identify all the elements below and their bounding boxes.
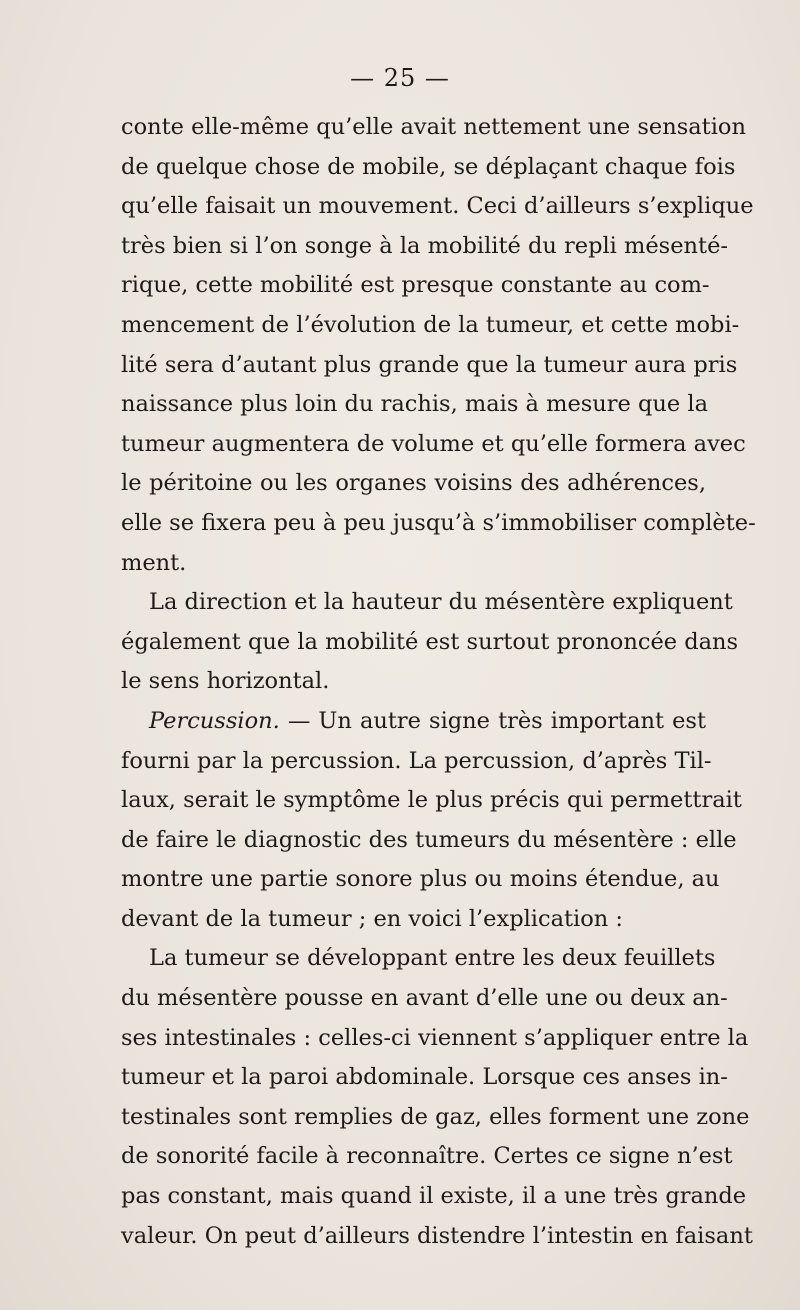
- text-line: devant de la tumeur ; en voici l’explication :: [121, 905, 624, 932]
- text-line: laux, serait le symptôme le plus précis qui permettrait: [121, 787, 742, 814]
- text-line: naissance plus loin du rachis, mais à mesure que la: [121, 391, 708, 418]
- text-line: valeur. On peut d’ailleurs distendre l’intestin en faisant: [121, 1222, 753, 1249]
- text-line: montre une partie sonore plus ou moins étendue, au: [121, 866, 720, 893]
- section-heading-percussion: Percussion.: [149, 707, 280, 734]
- text-line: tumeur augmentera de volume et qu’elle formera avec: [121, 430, 746, 457]
- body-text: [121, 108, 756, 1256]
- text-line: de quelque chose de mobile, se déplaçant chaque fois: [121, 153, 736, 180]
- text-line: fourni par la percussion. La percussion, d’après Til-: [121, 747, 712, 774]
- text-line: lité sera d’autant plus grande que la tumeur aura pris: [121, 351, 738, 378]
- text-line: tumeur et la paroi abdominale. Lorsque ces anses in-: [121, 1064, 728, 1091]
- text-line-rest: — Un autre signe très important est: [279, 707, 706, 734]
- text-line: également que la mobilité est surtout prononcée dans: [121, 628, 739, 655]
- text-line: qu’elle faisait un mouvement. Ceci d’ailleurs s’explique: [121, 193, 754, 220]
- text-line: ment.: [121, 549, 187, 576]
- page-number: — 25 —: [350, 64, 450, 92]
- text-line-with-heading: [121, 702, 706, 742]
- text-line: elle se fixera peu à peu jusqu’à s’immobiliser complète-: [121, 509, 756, 536]
- text-line: La tumeur se développant entre les deux feuillets: [149, 945, 716, 972]
- text-line: testinales sont remplies de gaz, elles forment une zone: [121, 1103, 750, 1130]
- text-line: de faire le diagnostic des tumeurs du mésentère : elle: [121, 826, 737, 853]
- text-line: très bien si l’on songe à la mobilité du repli mésenté-: [121, 232, 728, 259]
- text-line: mencement de l’évolution de la tumeur, et cette mobi-: [121, 311, 740, 338]
- text-line: rique, cette mobilité est presque constante au com-: [121, 272, 710, 299]
- text-line: La direction et la hauteur du mésentère expliquent: [149, 589, 733, 616]
- text-line: pas constant, mais quand il existe, il a une très grande: [121, 1183, 747, 1210]
- text-line: le sens horizontal.: [121, 668, 330, 695]
- text-line: ses intestinales : celles-ci viennent s’appliquer entre la: [121, 1024, 749, 1051]
- text-line: de sonorité facile à reconnaître. Certes ce signe n’est: [121, 1143, 733, 1170]
- text-line: du mésentère pousse en avant d’elle une ou deux an-: [121, 985, 728, 1012]
- text-line: le péritoine ou les organes voisins des adhérences,: [121, 470, 706, 497]
- text-line: conte elle-même qu’elle avait nettement une sensation: [121, 114, 746, 140]
